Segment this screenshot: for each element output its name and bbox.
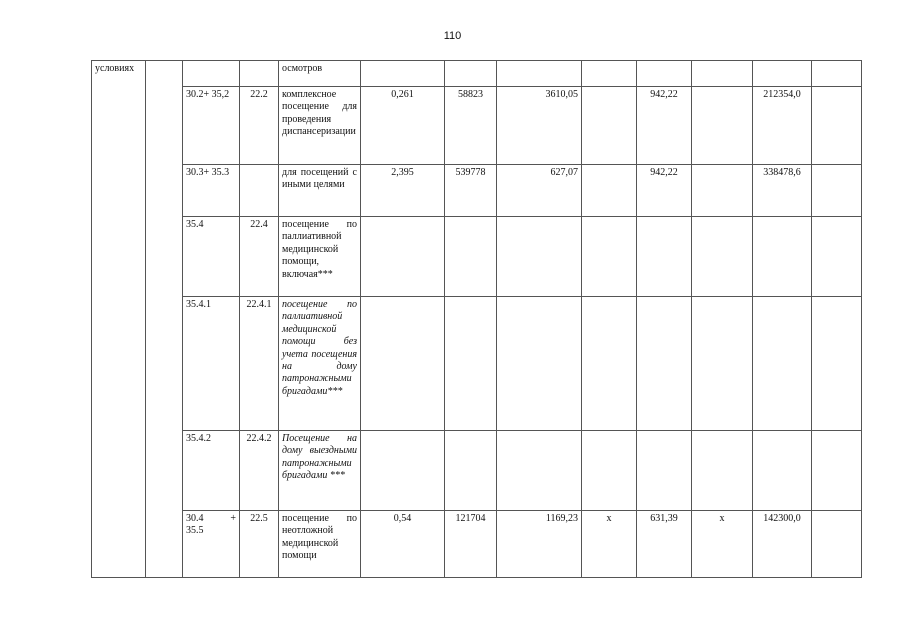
value-cell [637, 431, 692, 511]
value-cell [582, 217, 637, 297]
table-row [92, 217, 862, 297]
table-row [92, 87, 862, 165]
value-cell [582, 87, 637, 165]
code-cell: 22.4.1 [240, 297, 279, 431]
empty-cell [146, 61, 183, 578]
code-cell [183, 511, 240, 578]
value-cell [497, 61, 582, 87]
value-cell: 942,22 [637, 165, 692, 217]
value-cell [582, 61, 637, 87]
value-cell: 0,261 [361, 87, 445, 165]
document-table [91, 60, 862, 578]
value-cell [692, 87, 753, 165]
code-part: + [230, 513, 236, 524]
value-cell [361, 297, 445, 431]
value-cell: х [582, 511, 637, 578]
value-cell [445, 297, 497, 431]
code-cell: 22.5 [240, 511, 279, 578]
value-cell [753, 217, 812, 297]
value-cell [582, 165, 637, 217]
value-cell [361, 431, 445, 511]
description-cell: посещение по паллиативной медицинской помощи без учета посещения на дому патронажными бригадами*** [279, 297, 361, 431]
value-cell [361, 217, 445, 297]
description-cell: посещение по неотложной медицинской помощи [279, 511, 361, 578]
description-cell: Посещение на дому выездными патронажными бригадами *** [279, 431, 361, 511]
table-row [92, 431, 862, 511]
description-cell: комплексное посещение для проведения диспансеризации [279, 87, 361, 165]
value-cell [637, 61, 692, 87]
code-cell: 35.4.2 [183, 431, 240, 511]
value-cell [692, 165, 753, 217]
value-cell [497, 297, 582, 431]
page-number: 110 [443, 30, 462, 42]
description-cell: посещение по паллиативной медицинской помощи, включая*** [279, 217, 361, 297]
value-cell [497, 431, 582, 511]
code-cell: 22.4 [240, 217, 279, 297]
value-cell: 58823 [445, 87, 497, 165]
value-cell [445, 61, 497, 87]
value-cell [753, 431, 812, 511]
value-cell: 142300,0 [753, 511, 812, 578]
condition-cell: условиях [92, 61, 146, 578]
table-row [92, 61, 862, 87]
value-cell: 3610,05 [497, 87, 582, 165]
value-cell: 631,39 [637, 511, 692, 578]
code-cell: 35.4.1 [183, 297, 240, 431]
value-cell [582, 431, 637, 511]
value-cell: 1169,23 [497, 511, 582, 578]
value-cell: 627,07 [497, 165, 582, 217]
code-cell: 22.4.2 [240, 431, 279, 511]
value-cell: 121704 [445, 511, 497, 578]
value-cell [812, 61, 862, 87]
code-cell [183, 61, 240, 87]
value-cell [497, 217, 582, 297]
code-cell: 30.2+ 35,2 [183, 87, 240, 165]
value-cell [812, 217, 862, 297]
value-cell [582, 297, 637, 431]
code-cell: 35.4 [183, 217, 240, 297]
table-row [92, 165, 862, 217]
code-part: 35.5 [186, 525, 204, 537]
code-cell [240, 165, 279, 217]
value-cell [812, 87, 862, 165]
value-cell [812, 431, 862, 511]
description-cell: для посещений с иными целями [279, 165, 361, 217]
code-cell: 30.3+ 35.3 [183, 165, 240, 217]
value-cell [692, 61, 753, 87]
value-cell: 0,54 [361, 511, 445, 578]
value-cell [753, 61, 812, 87]
code-cell: 22.2 [240, 87, 279, 165]
code-part: 30.4 [186, 513, 204, 524]
value-cell: 2,395 [361, 165, 445, 217]
value-cell [445, 431, 497, 511]
value-cell [637, 217, 692, 297]
value-cell: х [692, 511, 753, 578]
table-row [92, 297, 862, 431]
value-cell [692, 217, 753, 297]
value-cell [692, 431, 753, 511]
value-cell [445, 217, 497, 297]
description-cell: осмотров [279, 61, 361, 87]
value-cell: 212354,0 [753, 87, 812, 165]
table-row [92, 511, 862, 578]
value-cell [692, 297, 753, 431]
value-cell: 338478,6 [753, 165, 812, 217]
value-cell [753, 297, 812, 431]
value-cell: 942,22 [637, 87, 692, 165]
value-cell [812, 297, 862, 431]
value-cell [812, 165, 862, 217]
value-cell [812, 511, 862, 578]
code-cell [240, 61, 279, 87]
value-cell [361, 61, 445, 87]
value-cell: 539778 [445, 165, 497, 217]
value-cell [637, 297, 692, 431]
